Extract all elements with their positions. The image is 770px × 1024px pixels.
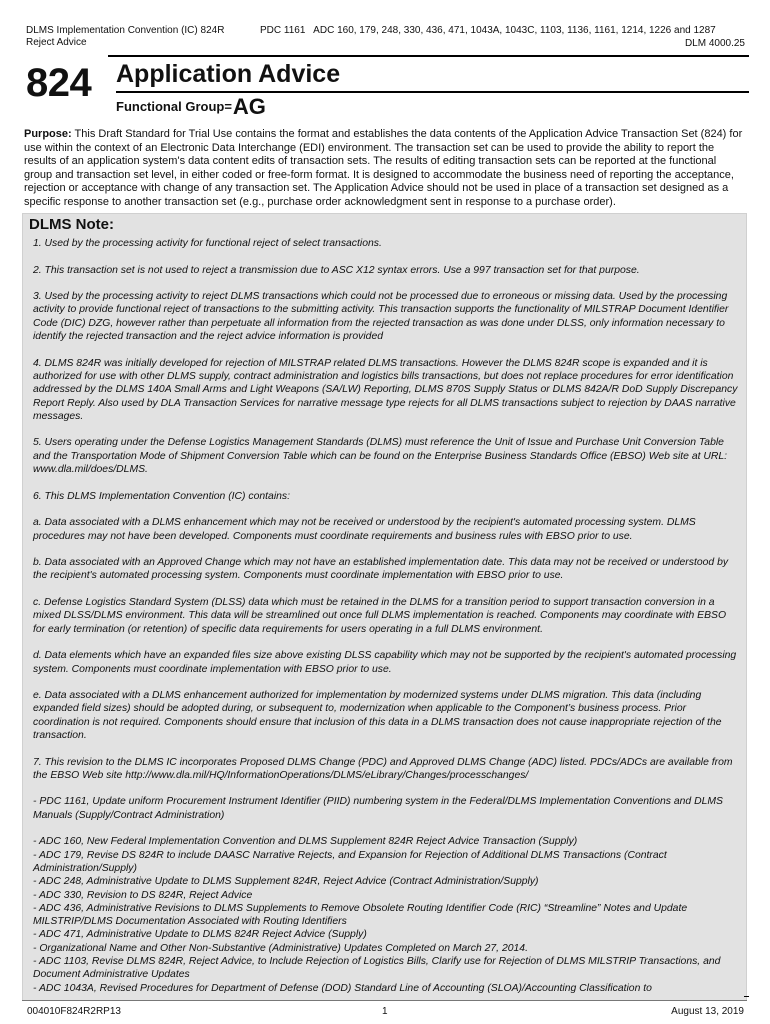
continuation-mark bbox=[744, 996, 749, 997]
change-list-item: - ADC 248, Administrative Update to DLMS Supplement 824R, Reject Advice (Contract Administration/Supply) bbox=[33, 876, 539, 888]
footer-date: August 13, 2019 bbox=[671, 1006, 744, 1017]
functional-group-code: AG bbox=[232, 94, 266, 119]
functional-group bbox=[116, 96, 266, 118]
dlms-note-box bbox=[22, 213, 747, 1001]
purpose-paragraph bbox=[24, 128, 746, 210]
footer-divider bbox=[22, 1000, 747, 1001]
note-paragraph: b. Data associated with an Approved Change which may not have an established implementation date. This data may not be received or understood by the recipient's automated processing system. Components must coordinate implementation with EBSO prior to use. bbox=[33, 557, 729, 582]
transaction-set-number: 824 bbox=[26, 61, 92, 105]
footer-page-number: 1 bbox=[382, 1006, 388, 1017]
change-list-item: - ADC 471, Administrative Update to DLMS 824R Reject Advice (Supply) bbox=[33, 929, 367, 941]
note-paragraph: e. Data associated with a DLMS enhancement authorized for implementation by modernized systems under DLMS migration. This data (including expanded field sizes) should be adopted during, or subsequent to, modernization when applicable to the Component’s business process. Prior coordination is not required. Components should ensure that inclusion of this data in a DLMS transaction does not cause inappropriate rejection of the transaction. bbox=[33, 690, 722, 741]
note-paragraph: 2. This transaction set is not used to reject a transmission due to ASC X12 syntax errors. Use a 997 transaction set for that purpose. bbox=[33, 264, 640, 276]
note-paragraph: 6. This DLMS Implementation Convention (IC) contains: bbox=[33, 490, 290, 502]
change-list bbox=[33, 835, 740, 995]
note-paragraph: 7. This revision to the DLMS IC incorporates Proposed DLMS Change (PDC) and Approved DLMS Change (ADC) listed. PDCs/ADCs are available from the EBSO Web site http://www.dla.mil/HQ/InformationOperations/DLMS/eLibrary/Changes/processchanges/ bbox=[33, 756, 733, 781]
note-paragraph: 1. Used by the processing activity for functional reject of select transactions. bbox=[33, 238, 382, 249]
note-paragraph: 3. Used by the processing activity to reject DLMS transactions which could not be processed due to erroneous or missing data. Used by the processing activity to provide functional reject of transactions to the submitting activity. This transaction supports the functionality of MILSTRAP Document Identifier Code (DIC) DZG, however rather than perpetuate all information from the rejected transaction as was done under DLSS, only information necessary to identify the rejected transaction and the reject advice information is provided bbox=[33, 291, 729, 343]
header-left bbox=[26, 25, 224, 49]
change-list-item: - ADC 330, Revision to DS 824R, Reject Advice bbox=[33, 889, 253, 901]
purpose-label: Purpose: bbox=[24, 128, 72, 140]
dlms-note-title: DLMS Note: bbox=[29, 216, 114, 233]
header-change-list: PDC 1161 ADC 160, 179, 248, 330, 436, 471, 1043A, 1043C, 1103, 1136, 1161, 1214, 1226 and 1287 bbox=[260, 25, 716, 36]
title-divider bbox=[116, 91, 749, 93]
dlms-note-body bbox=[33, 237, 740, 995]
header-manual-ref: DLM 4000.25 bbox=[684, 38, 745, 49]
header-ic-title: DLMS Implementation Convention (IC) 824R bbox=[26, 25, 225, 36]
note-paragraph: 4. DLMS 824R was initially developed for rejection of MILSTRAP related DLMS transactions. However the DLMS 824R scope is expanded and it is authorized for use with other DLMS supply, contract administration and logistics bills transactions, but does not replace procedures for error identification addressed by the DLMS 140A Small Arms and Light Weapons (SA/LW) Reporting, DLMS 870S Supply Status or DLMS 842A/R DoD Supply Discrepancy Report Reply. Also used by DLA Transaction Services for narrative message type rejects for all DLMS transactions subject to rejection by DAAS narrative messages. bbox=[33, 357, 738, 422]
note-paragraph: d. Data elements which have an expanded files size above existing DLSS capability which may not be supported by the recipient's automated processing system. Components must coordinate implementation with EBSO prior to use. bbox=[33, 650, 737, 675]
change-list-item: - ADC 179, Revise DS 824R to include DAASC Narrative Rejects, and Expansion for Rejection of Additional DLMS Transactions (Contract Administration/Supply) bbox=[33, 849, 667, 874]
purpose-text: This Draft Standard for Trial Use contains the format and establishes the data contents of the Application Advice Transaction Set (824) for use within the context of an Electronic Data Interchange (EDI) environment. The transaction set can be used to provide the ability to report the results of an application system's data content edits of transaction sets. The results of editing transaction sets can be reported at the functional group and transaction set level, in either coded or free-form format. It is designed to accommodate the business need of reporting the acceptance, rejection or acceptance with change of any transaction set. The Application Advice should not be used in place of a transaction set designed as a specific response to another transaction set (e.g., purchase order acknowledgment sent in response to a purchase order). bbox=[24, 128, 743, 208]
functional-group-label: Functional Group= bbox=[116, 99, 232, 114]
change-list-item: - ADC 436, Administrative Revisions to DLMS Supplements to Remove Obsolete Routing Identifier Code (RIC) “Streamline” Notes and Update MILSTRIP/DLMS Documentation Associated with Routing Identifiers bbox=[33, 902, 688, 928]
note-paragraph: c. Defense Logistics Standard System (DLSS) data which must be retained in the DLMS for a transition period to support transaction conversion in a mixed DLSS/DLMS environment. This data will be streamlined out once full DLMS implementation is reached. Components may coordinate with EBSO for early termination (or retention) of specific data requirements for users operating in a full DLMS environment. bbox=[33, 597, 727, 635]
header-divider bbox=[108, 55, 749, 57]
footer-document-id: 004010F824R2RP13 bbox=[27, 1006, 121, 1017]
change-list-item: - ADC 1043A, Revised Procedures for Department of Defense (DOD) Standard Line of Accounting (SLOA)/Accounting Classification to bbox=[33, 982, 652, 994]
change-list-item: - ADC 160, New Federal Implementation Convention and DLMS Supplement 824R Reject Advice Transaction (Supply) bbox=[33, 836, 578, 848]
change-list-item: - ADC 1103, Revise DLMS 824R, Reject Advice, to Include Rejection of Logistics Bills, Clarify use for Rejection of DLMS MILSTRIP Transactions, and Document Administrative Updates bbox=[33, 956, 721, 981]
change-list-item: - Organizational Name and Other Non-Substantive (Administrative) Updates Completed on March 27, 2014. bbox=[33, 942, 528, 954]
note-paragraph: - PDC 1161, Update uniform Procurement Instrument Identifier (PIID) numbering system in the Federal/DLMS Implementation Conventions and DLMS Manuals (Supply/Contract Administration) bbox=[33, 796, 723, 821]
note-paragraph: a. Data associated with a DLMS enhancement which may not be received or understood by the recipient's automated processing system. DLMS procedures may not have been developed. Components must coordinate requirements and business rules with EBSO prior to use. bbox=[33, 517, 696, 542]
page-title: Application Advice bbox=[116, 60, 341, 88]
note-paragraph: 5. Users operating under the Defense Logistics Management Standards (DLMS) must reference the Unit of Issue and Purchase Unit Conversion Table and the Transportation Mode of Shipment Conversion Table which can be found on the Enterprise Business Standards Office (EBSO) Web site at URL: www.dla.mil/does/DLMS. bbox=[33, 437, 728, 476]
header-ic-subtitle: Reject Advice bbox=[26, 37, 87, 48]
